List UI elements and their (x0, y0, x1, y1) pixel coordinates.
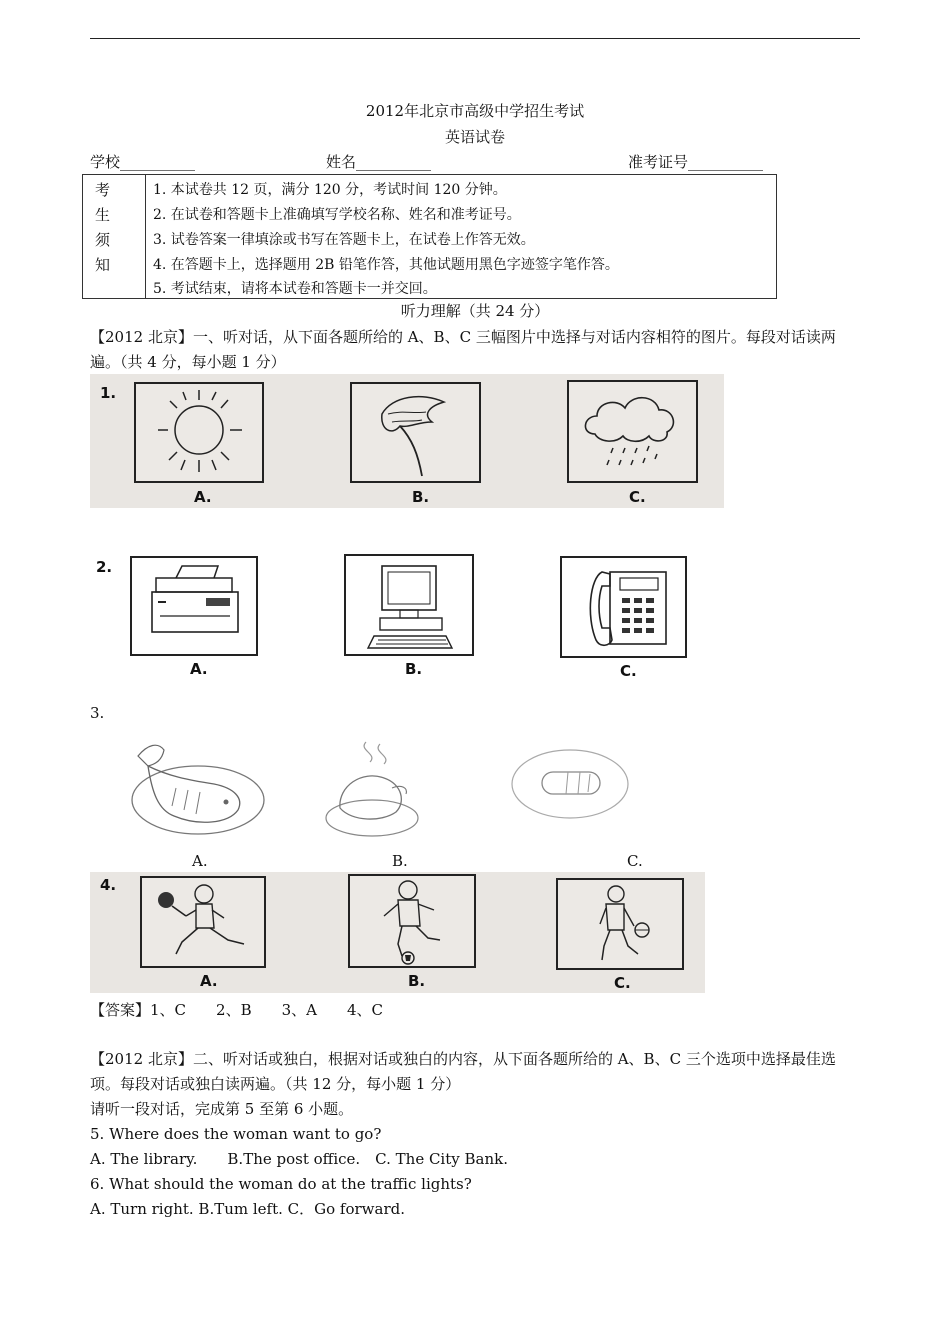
section-title: 听力理解（共 24 分） (400, 302, 550, 320)
notice-box (82, 174, 777, 299)
question-6: 6. What should the woman do at the traffic lights? (90, 1175, 472, 1193)
printer-icon (132, 558, 256, 654)
option-c-label: C. (614, 974, 631, 992)
question-number: 4. (100, 876, 117, 894)
option-b-frame[interactable] (350, 382, 481, 483)
notice-item: 5. 考试结束，请将本试卷和答题卡一并交回。 (153, 281, 437, 297)
option-b-frame[interactable] (344, 554, 474, 656)
exam-number-field: 准考证号__________ (628, 153, 764, 171)
option-c-label: C. (629, 488, 646, 506)
roast-chicken-icon (322, 736, 422, 840)
part1-intro: 【2012 北京】一、听对话，从下面各题所给的 A、B、C 三幅图片中选择与对话内容相符的图片。每段对话读两 (90, 328, 836, 346)
notice-item: 1. 本试卷共 12 页，满分 120 分，考试时间 120 分钟。 (153, 182, 507, 198)
basketball-player-icon (558, 880, 682, 968)
name-field: 姓名__________ (326, 153, 432, 171)
telephone-icon (562, 558, 685, 656)
option-c-frame[interactable] (560, 556, 687, 658)
option-a-label: A. (192, 852, 208, 870)
question-4-images (90, 872, 705, 993)
option-a-frame[interactable] (134, 382, 264, 483)
tennis-player-icon (142, 878, 264, 966)
option-c-frame[interactable] (510, 744, 630, 824)
option-a-frame[interactable] (130, 556, 258, 656)
option-b-frame[interactable] (322, 736, 422, 840)
question-1-images (90, 374, 724, 508)
part2-instruction: 请听一段对话，完成第 5 至第 6 小题。 (90, 1100, 354, 1118)
notice-item: 3. 试卷答案一律填涂或书写在答题卡上，在试卷上作答无效。 (153, 232, 535, 248)
sun-icon (136, 384, 262, 481)
rain-cloud-icon (569, 382, 696, 481)
sausage-plate-icon (510, 744, 630, 824)
option-c-label: C. (620, 662, 637, 680)
notice-heading-char: 须 (95, 231, 111, 249)
option-b-label: B. (412, 488, 430, 506)
page-top-rule (90, 38, 860, 39)
fish-plate-icon (118, 736, 268, 840)
option-b-label: B. (392, 852, 408, 870)
option-a-label: A. (190, 660, 208, 678)
question-number: 2. (96, 558, 113, 576)
notice-heading-char: 知 (95, 256, 111, 274)
option-c-label: C. (627, 852, 643, 870)
computer-icon (346, 556, 472, 654)
question-2-images (90, 548, 690, 682)
part2-intro: 【2012 北京】二、听对话或独白，根据对话或独白的内容，从下面各题所给的 A、B、C 三个选项中选择最佳选 (90, 1050, 836, 1068)
question-number: 1. (100, 384, 117, 402)
exam-subtitle: 英语试卷 (444, 128, 505, 146)
question-number: 3. (90, 704, 105, 722)
question-5-options: A. The library. B.The post office. C. The City Bank. (90, 1150, 508, 1168)
option-a-frame[interactable] (140, 876, 266, 968)
school-field: 学校__________ (90, 153, 196, 171)
notice-heading (83, 175, 146, 298)
notice-heading-char: 生 (95, 206, 111, 224)
question-6-options: A. Turn right. B.Tum left. C．Go forward. (90, 1200, 406, 1218)
option-b-label: B. (405, 660, 423, 678)
option-c-frame[interactable] (556, 878, 684, 970)
notice-item: 4. 在答题卡上，选择题用 2B 铅笔作答，其他试题用黑色字迹签字笔作答。 (153, 257, 619, 273)
part1-intro-cont: 遍。（共 4 分，每小题 1 分） (90, 353, 286, 371)
option-a-label: A. (200, 972, 218, 990)
option-c-frame[interactable] (567, 380, 698, 483)
notice-heading-char: 考 (95, 181, 111, 199)
football-player-icon (350, 876, 474, 966)
exam-title: 2012年北京市高级中学招生考试 (365, 102, 585, 120)
option-a-frame[interactable] (118, 736, 268, 840)
part1-answer: 【答案】1、C 2、B 3、A 4、C (90, 1001, 383, 1019)
option-a-label: A. (194, 488, 212, 506)
notice-item: 2. 在试卷和答题卡上准确填写学校名称、姓名和准考证号。 (153, 207, 521, 223)
part2-intro-cont: 项。每段对话或独白读两遍。（共 12 分，每小题 1 分） (90, 1075, 461, 1093)
question-5: 5. Where does the woman want to go? (90, 1125, 382, 1143)
windy-tree-icon (352, 384, 479, 481)
option-b-label: B. (408, 972, 426, 990)
option-b-frame[interactable] (348, 874, 476, 968)
